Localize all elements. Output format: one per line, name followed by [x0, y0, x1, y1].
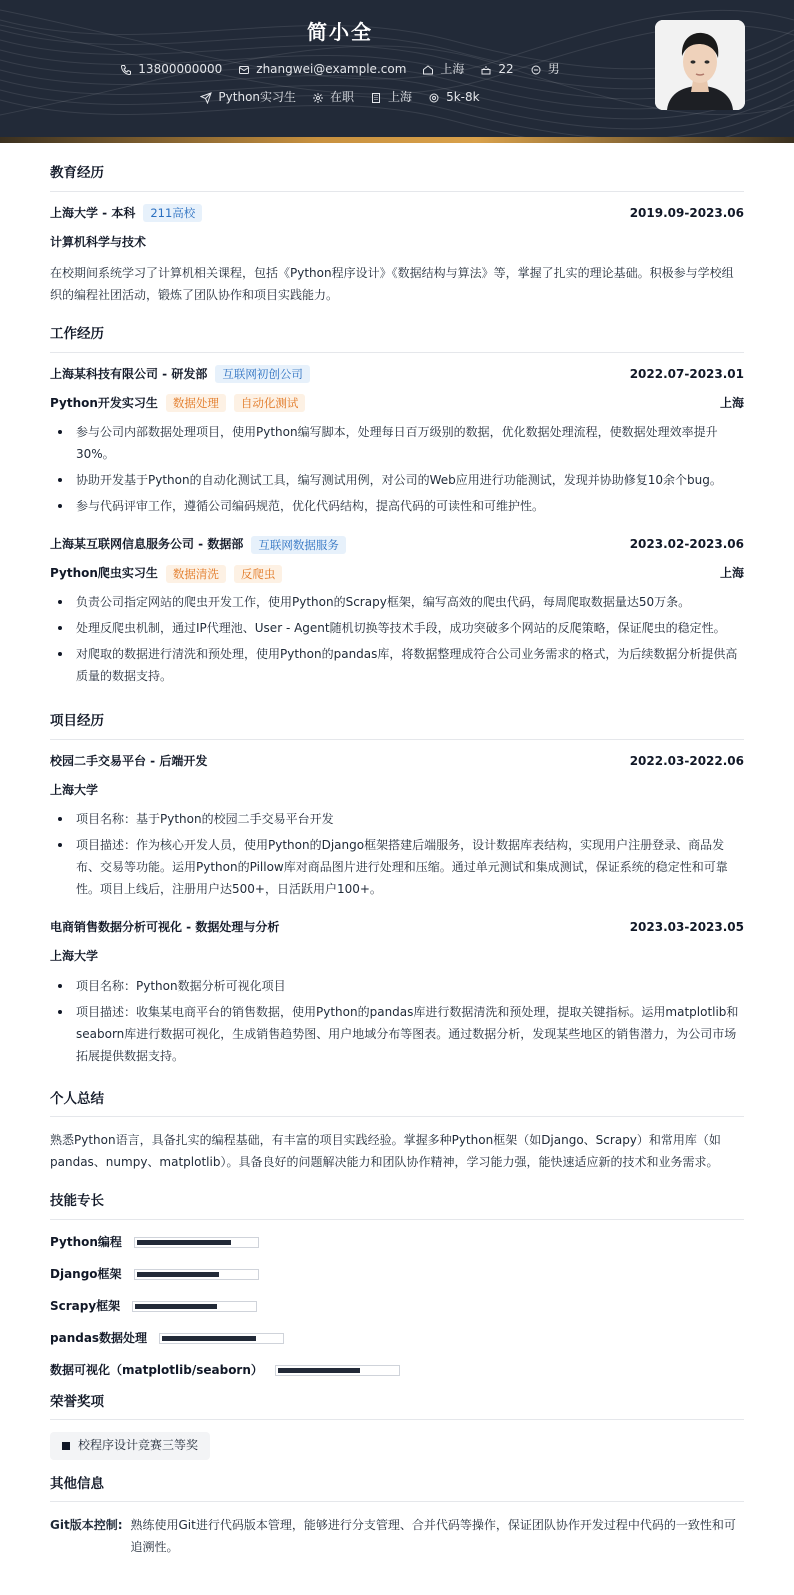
education-section: [50, 163, 744, 306]
city-text: 上海: [440, 62, 465, 76]
coin-icon: [428, 92, 440, 104]
salary-text: 5k-8k: [446, 90, 480, 104]
other-section: [50, 1474, 744, 1559]
list-item: 协助开发基于Python的自动化测试工具，编写测试用例，对公司的Web应用进行功能测试，发现并协助修复10余个bug。: [50, 469, 744, 491]
avatar: [655, 20, 745, 110]
gear-icon: [312, 92, 324, 104]
major: 计算机科学与技术: [50, 234, 147, 249]
list-item: 处理反爬虫机制，通过IP代理池、User - Agent随机切换等技术手段，成功突破多个网站的反爬策略，保证爬虫的稳定性。: [50, 617, 744, 639]
status-item: [312, 88, 354, 107]
skill-name: Django框架: [50, 1267, 122, 1282]
cake-icon: [480, 64, 492, 76]
project-name: 电商销售数据分析可视化 - 数据处理与分析: [50, 920, 280, 935]
list-item: 参与公司内部数据处理项目，使用Python编写脚本，处理每日百万级别的数据，优化数据处理流程，使数据处理效率提升30%。: [50, 421, 744, 465]
project-date: 2022.03-2022.06: [629, 753, 744, 768]
phone-text: 13800000000: [138, 62, 223, 76]
skill-tag: 反爬虫: [234, 565, 283, 583]
project-bullets: [50, 808, 744, 900]
school-name: 上海大学 - 本科: [50, 205, 136, 220]
summary-section: [50, 1089, 744, 1174]
phone-item: [120, 60, 222, 79]
gender-item: [530, 60, 560, 79]
school-tag: 211高校: [143, 204, 202, 222]
phone-icon: [120, 64, 132, 76]
age-item: [480, 60, 513, 79]
other-value: 熟练使用Git进行代码版本管理，能够进行分支管理、合并代码等操作，保证团队协作开发过程中代码的一致性和可追溯性。: [130, 1518, 736, 1555]
job-role-line: [50, 564, 744, 583]
list-item: 参与代码评审工作，遵循公司编码规范，优化代码结构，提高代码的可读性和可维护性。: [50, 495, 744, 517]
company-tag: 互联网初创公司: [215, 365, 310, 383]
job-bullets: [50, 421, 744, 517]
mail-icon: [238, 64, 250, 76]
skills-list: [50, 1232, 744, 1382]
gender-text: 男: [547, 62, 560, 76]
company-tag: 互联网数据服务: [251, 536, 346, 554]
contact-row: [0, 60, 680, 79]
job-date: 2022.07-2023.01: [629, 366, 744, 381]
job-header: [50, 365, 744, 384]
other-item: [50, 1514, 744, 1558]
project-header: [50, 918, 744, 937]
job-city: 上海: [719, 566, 744, 581]
project-name: 校园二手交易平台 - 后端开发: [50, 753, 208, 768]
projects-title: 项目经历: [50, 711, 744, 740]
skill-name: 数据可视化（matplotlib/seaborn）: [50, 1363, 263, 1378]
skill-name: pandas数据处理: [50, 1331, 148, 1346]
skill-row: [50, 1360, 744, 1382]
education-desc: 在校期间系统学习了计算机相关课程，包括《Python程序设计》《数据结构与算法》等，掌握了扎实的理论基础。积极参与学校组织的编程社团活动，锻炼了团队协作和项目实践能力。: [50, 265, 734, 302]
project-org: 上海大学: [50, 949, 99, 964]
skill-row: [50, 1232, 744, 1254]
award-text: 校程序设计竞赛三等奖: [78, 1438, 199, 1453]
home-icon: [422, 64, 434, 76]
other-key: Git版本控制:: [50, 1518, 123, 1533]
project-entry: [50, 752, 744, 900]
skill-bar-fill: [278, 1368, 360, 1373]
education-header: [50, 204, 744, 223]
project-date: 2023.03-2023.05: [629, 920, 744, 935]
skill-row: [50, 1296, 744, 1318]
skill-bar-fill: [137, 1240, 231, 1245]
age-text: 22: [498, 62, 514, 76]
resume-content: [0, 163, 794, 1558]
salary-item: [428, 88, 480, 107]
skill-bar: [275, 1365, 400, 1376]
skill-tag: 自动化测试: [234, 394, 306, 412]
job-bullets: [50, 591, 744, 687]
send-icon: [200, 92, 212, 104]
awards-title: 荣誉奖项: [50, 1392, 744, 1421]
skill-row: [50, 1264, 744, 1286]
status-text: 在职: [330, 90, 355, 104]
project-header: [50, 752, 744, 771]
summary-title: 个人总结: [50, 1089, 744, 1118]
project-entry: [50, 918, 744, 1066]
summary-text: 熟悉Python语言，具备扎实的编程基础，有丰富的项目实践经验。掌握多种Python框架（如Django、Scrapy）和常用库（如pandas、numpy、matplotlib）。具备良好的问题解决能力和团队协作精神，学习能力强，能快速适应新的技术和业务需求。: [50, 1133, 721, 1170]
project-bullets: [50, 975, 744, 1067]
email-text: zhangwei@example.com: [256, 62, 407, 76]
target-city-text: 上海: [388, 90, 413, 104]
work-title: 工作经历: [50, 324, 744, 353]
company-name: 上海某科技有限公司 - 研发部: [50, 366, 208, 381]
list-item: 对爬取的数据进行清洗和预处理，使用Python的pandas库，将数据整理成符合公司业务需求的格式，为后续数据分析提供高质量的数据支持。: [50, 643, 744, 687]
education-title: 教育经历: [50, 163, 744, 192]
job-intent-row: [0, 88, 680, 107]
work-section: [50, 324, 744, 687]
projects-section: [50, 711, 744, 1066]
list-item: 项目名称：Python数据分析可视化项目: [50, 975, 744, 997]
position-text: Python实习生: [218, 90, 297, 104]
list-item: 项目描述：作为核心开发人员，使用Python的Django框架搭建后端服务，设计数据库表结构，实现用户注册登录、商品发布、交易等功能。运用Python的Pillow库对商品图片进行处理和压缩。通过单元测试和集成测试，保证系统的稳定性和可靠性。项目上线后，注册用户达500+，日活跃用户100+。: [50, 834, 744, 900]
resume-header: [0, 0, 794, 143]
job-role-line: [50, 394, 744, 413]
skill-bar: [159, 1333, 284, 1344]
job-entry: [50, 535, 744, 687]
skill-name: Python编程: [50, 1235, 122, 1250]
project-org: 上海大学: [50, 783, 99, 798]
list-item: 负责公司指定网站的爬虫开发工作，使用Python的Scrapy框架，编写高效的爬虫代码，每周爬取数据量达50万条。: [50, 591, 744, 613]
job-role: Python开发实习生: [50, 395, 158, 410]
skill-bar-fill: [162, 1336, 256, 1341]
candidate-name: 简小全: [307, 20, 373, 44]
city-item: [422, 60, 464, 79]
skill-tag: 数据处理: [166, 394, 226, 412]
awards-section: [50, 1392, 744, 1460]
award-item: [50, 1432, 210, 1459]
skill-bar: [134, 1269, 259, 1280]
job-role: Python爬虫实习生: [50, 566, 158, 581]
skills-section: [50, 1191, 744, 1382]
job-date: 2023.02-2023.06: [629, 536, 744, 551]
avatar-photo: [655, 20, 745, 110]
gender-icon: [530, 64, 542, 76]
target-city-item: [370, 88, 412, 107]
list-item: 项目描述：收集某电商平台的销售数据，使用Python的pandas库进行数据清洗和预处理，提取关键指标。运用matplotlib和seaborn库进行数据可视化，生成销售趋势图、用户地域分布等图表。通过数据分析，发现某些地区的销售潜力，为公司市场拓展提供数据支持。: [50, 1001, 744, 1067]
skill-bar: [132, 1301, 257, 1312]
company-name: 上海某互联网信息服务公司 - 数据部: [50, 536, 244, 551]
skills-title: 技能专长: [50, 1191, 744, 1220]
job-header: [50, 535, 744, 554]
skill-bar-fill: [135, 1304, 217, 1309]
square-bullet-icon: [62, 1442, 70, 1450]
job-entry: [50, 365, 744, 517]
education-date: 2019.09-2023.06: [629, 205, 744, 220]
skill-tag: 数据清洗: [166, 565, 226, 583]
list-item: 项目名称：基于Python的校园二手交易平台开发: [50, 808, 744, 830]
building-icon: [370, 92, 382, 104]
email-item: [238, 60, 406, 79]
skill-name: Scrapy框架: [50, 1299, 121, 1314]
job-city: 上海: [719, 395, 744, 410]
gold-stripe: [0, 137, 794, 143]
skill-bar-fill: [137, 1272, 219, 1277]
other-title: 其他信息: [50, 1474, 744, 1503]
position-item: [200, 88, 296, 107]
skill-row: [50, 1328, 744, 1350]
skill-bar: [134, 1237, 259, 1248]
